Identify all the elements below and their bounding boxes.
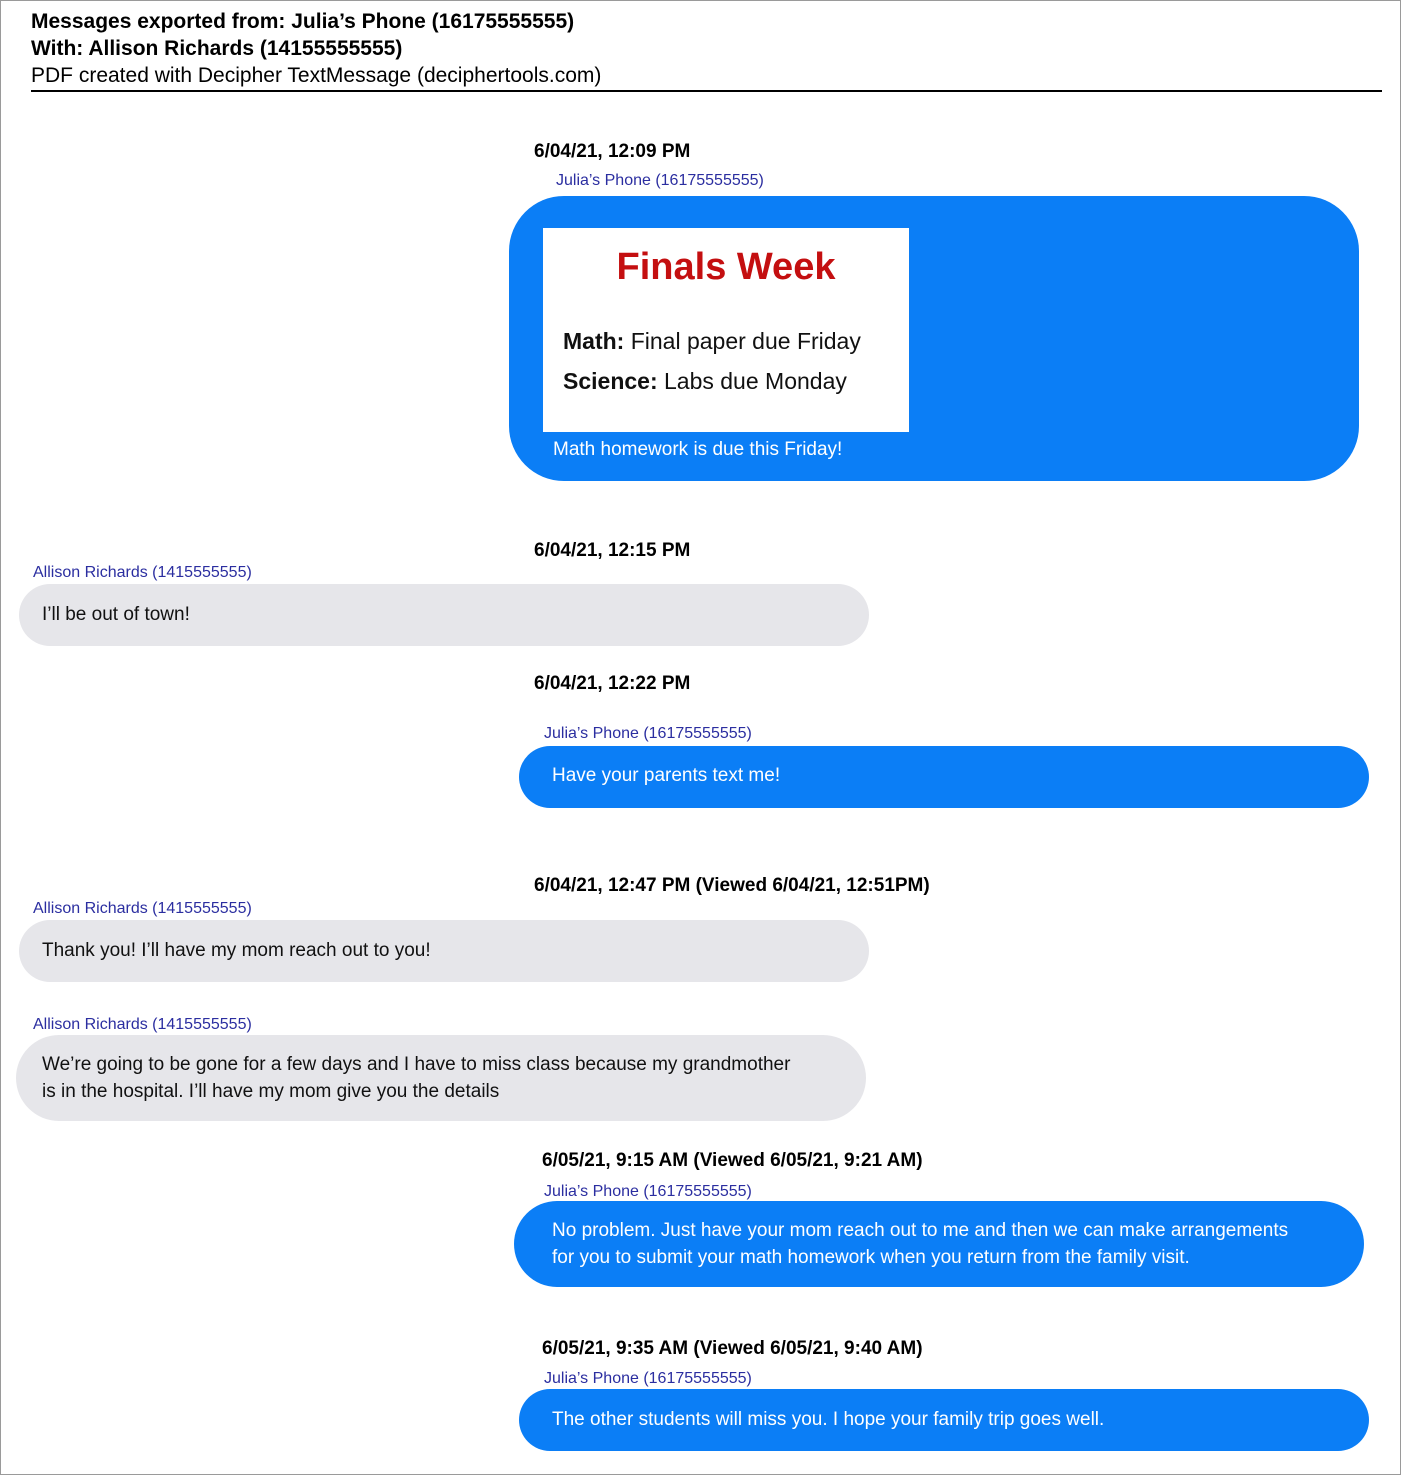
message-sender: Julia’s Phone (16175555555)	[544, 725, 752, 742]
attachment-math-text: Final paper due Friday	[630, 328, 861, 354]
outgoing-message-bubble[interactable]	[509, 196, 1359, 481]
message-timestamp: 6/04/21, 12:15 PM	[534, 540, 691, 561]
message-text: Thank you! I’ll have my mom reach out to you!	[42, 940, 431, 961]
message-timestamp: 6/05/21, 9:15 AM (Viewed 6/05/21, 9:21 AM)	[542, 1150, 923, 1171]
message-sender: Julia’s Phone (16175555555)	[556, 172, 764, 189]
incoming-message-bubble[interactable]	[16, 1035, 866, 1121]
export-contact: With: Allison Richards (14155555555)	[31, 37, 403, 60]
attachment-science-label: Science:	[563, 368, 658, 394]
attachment-math-label: Math:	[563, 328, 625, 354]
export-credit: PDF created with Decipher TextMessage (deciphertools.com)	[31, 64, 602, 87]
export-header	[31, 8, 1382, 89]
outgoing-message-bubble[interactable]	[514, 1201, 1364, 1287]
message-sender: Allison Richards (1415555555)	[33, 900, 252, 917]
attachment-line-math	[563, 328, 861, 355]
attachment-title: Finals Week	[616, 246, 836, 288]
message-text: I’ll be out of town!	[42, 604, 190, 625]
export-source: Messages exported from: Julia’s Phone (16175555555)	[31, 10, 575, 33]
message-text: Math homework is due this Friday!	[553, 439, 843, 460]
message-timestamp: 6/04/21, 12:09 PM	[534, 141, 691, 162]
message-text	[552, 1217, 1288, 1271]
image-attachment[interactable]	[543, 228, 909, 432]
message-timestamp: 6/04/21, 12:47 PM (Viewed 6/04/21, 12:51PM)	[534, 875, 930, 896]
message-text-line: We’re going to be gone for a few days and I have to miss class because my grandmother	[42, 1054, 791, 1075]
message-text: Have your parents text me!	[552, 765, 781, 786]
message-timestamp: 6/04/21, 12:22 PM	[534, 673, 691, 694]
header-divider	[31, 90, 1382, 92]
message-text-line: is in the hospital. I’ll have my mom give you the details	[42, 1081, 500, 1102]
message-text: The other students will miss you. I hope your family trip goes well.	[552, 1409, 1105, 1430]
attachment-science-text: Labs due Monday	[664, 368, 847, 394]
incoming-message-bubble[interactable]	[19, 584, 869, 646]
message-text-line: for you to submit your math homework when you return from the family visit.	[552, 1247, 1190, 1268]
outgoing-message-bubble[interactable]	[519, 746, 1369, 808]
message-sender: Julia’s Phone (16175555555)	[544, 1183, 752, 1200]
outgoing-message-bubble[interactable]	[519, 1389, 1369, 1451]
message-sender: Allison Richards (1415555555)	[33, 564, 252, 581]
message-sender: Allison Richards (1415555555)	[33, 1016, 252, 1033]
incoming-message-bubble[interactable]	[19, 920, 869, 982]
message-timestamp: 6/05/21, 9:35 AM (Viewed 6/05/21, 9:40 AM)	[542, 1338, 923, 1359]
message-sender: Julia’s Phone (16175555555)	[544, 1370, 752, 1387]
attachment-line-science	[563, 368, 847, 395]
message-text-line: No problem. Just have your mom reach out to me and then we can make arrangements	[552, 1220, 1289, 1241]
message-text	[42, 1051, 790, 1105]
